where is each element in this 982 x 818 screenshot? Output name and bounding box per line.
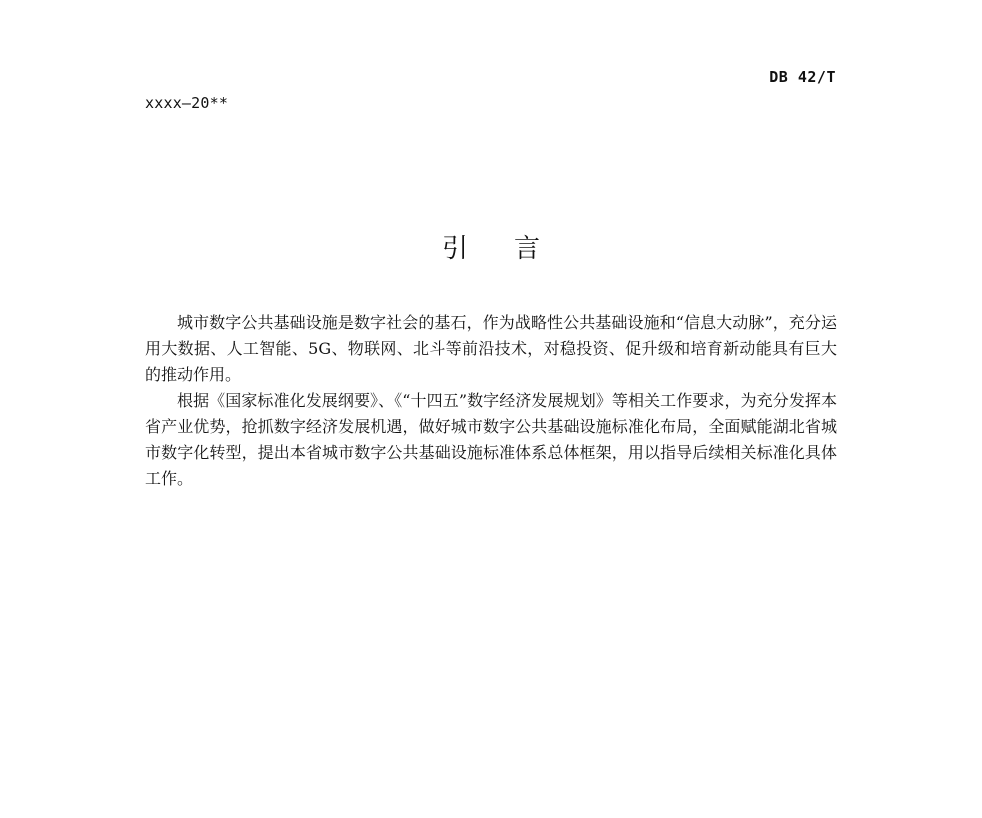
paragraph: 城市数字公共基础设施是数字社会的基石，作为战略性公共基础设施和“信息大动脉”，充分运用大数据、人工智能、5G、物联网、北斗等前沿技术，对稳投资、促升级和培育新动能具有巨大的推动作用。 [145, 313, 837, 384]
standard-number: xxxx—20** [145, 94, 229, 112]
section-title: 引言 [441, 234, 586, 264]
paragraph: 根据《国家标准化发展纲要》、《“十四五”数字经济发展规划》等相关工作要求，为充分发挥本省产业优势，抢抓数字经济发展机遇，做好城市数字公共基础设施标准化布局，全面赋能湖北省城市数字化转型，提出本省城市数字公共基础设施标准体系总体框架，用以指导后续相关标准化具体工作。 [145, 391, 837, 488]
body-text [145, 310, 837, 492]
standard-code: DB 42/T [769, 68, 836, 86]
